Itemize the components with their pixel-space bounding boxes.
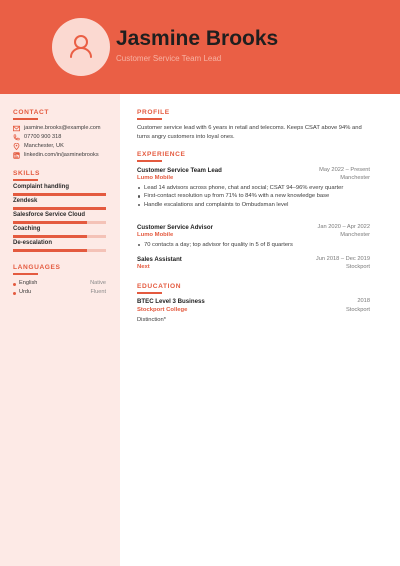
contact-phone[interactable] xyxy=(13,133,61,141)
sidebar xyxy=(0,94,120,566)
language-level: Fluent xyxy=(90,289,106,295)
language-name: English xyxy=(19,280,38,286)
job-dates: Jan 2020 – Apr 2022 xyxy=(317,224,370,230)
skill-bar-fill xyxy=(13,249,87,252)
job-company: Lumo Mobile xyxy=(137,232,174,238)
list-item: Lead 14 advisors across phone, chat and social; CSAT 94–96% every quarter xyxy=(137,184,365,192)
language-row xyxy=(13,280,106,288)
contact-location-text: Manchester, UK xyxy=(24,143,64,149)
education-school: Stockport College xyxy=(137,307,188,313)
education-year: 2018 xyxy=(357,298,370,304)
skills-section-title: SKILLS xyxy=(13,170,41,177)
job-title: Customer Service Team Lead xyxy=(137,167,222,174)
languages-section-title: LANGUAGES xyxy=(13,264,61,271)
profile-text: Customer service lead with 6 years in retail and telecoms. Keeps CSAT above 94% and turns angry customers into loyal ones. xyxy=(137,125,362,140)
experience-title-rule xyxy=(137,160,162,162)
phone-icon xyxy=(13,134,20,141)
job-title: Sales Assistant xyxy=(137,256,182,263)
contact-location xyxy=(13,142,64,150)
linkedin-icon xyxy=(13,152,20,159)
contact-phone-text: 07700 900 318 xyxy=(24,134,62,140)
experience-section-title: EXPERIENCE xyxy=(137,151,186,158)
contact-email[interactable] xyxy=(13,124,101,132)
avatar xyxy=(52,18,110,76)
header-banner xyxy=(0,0,400,94)
skill-name: De-escalation xyxy=(13,240,53,246)
skill-name: Complaint handling xyxy=(13,184,69,190)
location-icon xyxy=(13,143,20,150)
contact-section-title: CONTACT xyxy=(13,109,49,116)
skill-bar-fill xyxy=(13,235,87,238)
education-grade: Distinction* xyxy=(137,317,166,323)
contact-title-rule xyxy=(13,118,38,120)
candidate-name: Jasmine Brooks xyxy=(116,27,279,50)
mail-icon xyxy=(13,125,20,132)
education-degree: BTEC Level 3 Business xyxy=(137,298,205,305)
skill-bar-fill xyxy=(13,221,87,224)
skill-bar xyxy=(13,235,106,238)
job-company: Lumo Mobile xyxy=(137,175,174,181)
job-location: Manchester xyxy=(340,175,370,181)
list-item: 70 contacts a day; top advisor for quality in 5 of 8 quarters xyxy=(137,241,370,249)
job-title: Customer Service Advisor xyxy=(137,224,213,231)
skill-name: Zendesk xyxy=(13,198,38,204)
contact-linkedin-text: linkedin.com/in/jasminebrooks xyxy=(24,152,99,158)
education-location: Stockport xyxy=(345,307,370,313)
job-dates: Jun 2018 – Dec 2019 xyxy=(315,256,370,262)
education-title-rule xyxy=(137,292,162,294)
profile-title-rule xyxy=(137,118,162,120)
user-icon xyxy=(52,18,110,76)
job-location: Manchester xyxy=(340,232,370,238)
language-level: Native xyxy=(90,280,106,286)
job-location: Stockport xyxy=(345,264,370,270)
candidate-role: Customer Service Team Lead xyxy=(116,54,222,63)
skill-bar xyxy=(13,249,106,252)
skill-bar-fill xyxy=(13,193,106,196)
language-row xyxy=(13,289,106,297)
education-section-title: EDUCATION xyxy=(137,283,182,290)
skill-bar-fill xyxy=(13,207,106,210)
languages-title-rule xyxy=(13,273,38,275)
skill-name: Coaching xyxy=(13,226,41,232)
bullet-dot xyxy=(13,283,16,286)
skill-bar xyxy=(13,193,106,196)
main-content xyxy=(137,94,370,566)
job-bullets xyxy=(137,184,370,209)
profile-section-title: PROFILE xyxy=(137,109,170,116)
job-company: Next xyxy=(137,264,150,270)
contact-email-text: jasmine.brooks@example.com xyxy=(24,125,101,131)
list-item: First-contact resolution up from 71% to 84% with a new knowledge base xyxy=(137,192,370,200)
language-name: Urdu xyxy=(19,289,32,295)
skill-name: Salesforce Service Cloud xyxy=(13,212,86,218)
skill-bar xyxy=(13,207,106,210)
contact-linkedin[interactable] xyxy=(13,151,99,159)
list-item: Handle escalations and complaints to Ombudsman level xyxy=(137,201,370,209)
skills-title-rule xyxy=(13,179,38,181)
skill-bar xyxy=(13,221,106,224)
bullet-dot xyxy=(13,292,16,295)
job-bullets xyxy=(137,241,370,249)
job-dates: May 2022 – Present xyxy=(319,167,370,173)
